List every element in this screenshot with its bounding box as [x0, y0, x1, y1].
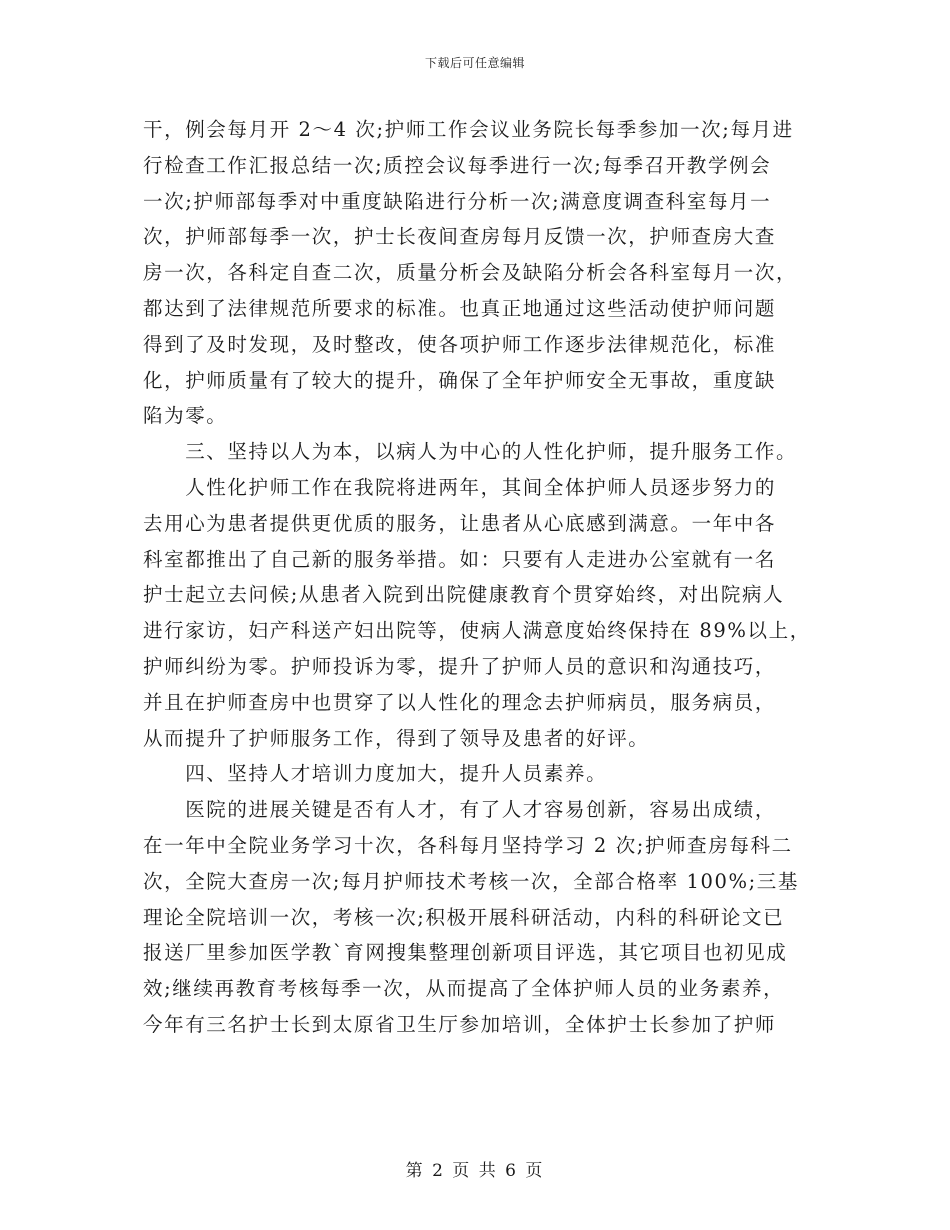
text-line: 人性化护师工作在我院将进两年，其间全体护师人员逐步努力的	[143, 475, 777, 499]
text-line: 在一年中全院业务学习十次，各科每月坚持学习 2 次;护师查房每科二	[143, 833, 793, 857]
text-line: 护师纠纷为零。护师投诉为零，提升了护师人员的意识和沟通技巧，	[143, 654, 777, 678]
text-line: 都达到了法律规范所要求的标准。也真正地通过这些活动使护师问题	[143, 296, 777, 320]
text-line: 进行家访，妇产科送产妇出院等，使病人满意度始终保持在 89%以上，	[143, 619, 811, 643]
text-line: 房一次，各科定自查二次，质量分析会及缺陷分析会各科室每月一次，	[143, 261, 798, 285]
text-line: 干，例会每月开 2～4 次;护师工作会议业务院长每季参加一次;每月进	[143, 118, 794, 141]
text-line: 科室都推出了自己新的服务举措。如：只要有人走进办公室就有一名	[143, 547, 777, 571]
text-line: 陷为零。	[143, 404, 228, 428]
text-line: 理论全院培训一次，考核一次;积极开展科研活动，内科的科研论文已	[143, 905, 785, 929]
page-number: 第 2 页 共 6 页	[405, 1161, 545, 1181]
text-line: 并且在护师查房中也贯穿了以人性化的理念去护师病员，服务病员，	[143, 690, 777, 714]
text-line: 今年有三名护士长到太原省卫生厅参加培训，全体护士长参加了护师	[143, 1012, 777, 1036]
text-line: 效;继续再教育考核每季一次，从而提高了全体护师人员的业务素养，	[143, 977, 785, 1001]
text-line: 次，护师部每季一次，护士长夜间查房每月反馈一次，护师查房大查	[143, 225, 777, 249]
text-line: 报送厂里参加医学教`育网搜集整理创新项目评选，其它项目也初见成	[143, 941, 788, 965]
text-line: 从而提升了护师服务工作，得到了领导及患者的好评。	[143, 726, 650, 750]
text-line: 去用心为患者提供更优质的服务，让患者从心底感到满意。一年中各	[143, 511, 777, 535]
text-line: 护士起立去问候;从患者入院到出院健康教育个贯穿始终，对出院病人	[143, 583, 785, 607]
text-line: 行检查工作汇报总结一次;质控会议每季进行一次;每季召开教学例会	[143, 153, 772, 177]
page-header: 下载后可任意编辑	[424, 56, 525, 70]
text-line: 医院的进展关键是否有人才，有了人才容易创新，容易出成绩，	[143, 798, 777, 822]
text-line: 一次;护师部每季对中重度缺陷进行分析一次;满意度调查科室每月一	[143, 189, 772, 213]
text-line: 次，全院大查房一次;每月护师技术考核一次，全部合格率 100%;三基	[143, 869, 799, 893]
section-heading: 三、坚持以人为本，以病人为中心的人性化护师，提升服务工作。	[143, 440, 798, 464]
section-heading: 四、坚持人才培训力度加大，提升人员素养。	[143, 762, 608, 786]
text-line: 得到了及时发现，及时整改，使各项护师工作逐步法律规范化，标准	[143, 332, 777, 356]
body-text	[143, 112, 813, 1043]
text-line: 化，护师质量有了较大的提升，确保了全年护师安全无事故，重度缺	[143, 368, 777, 392]
